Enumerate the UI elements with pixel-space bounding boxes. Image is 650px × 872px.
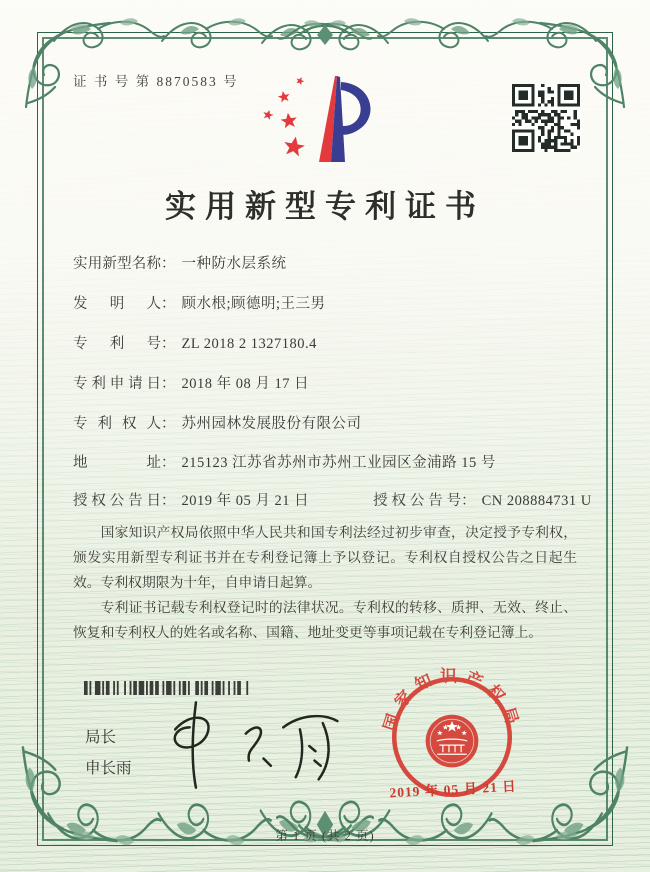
field-colon: ： [461,493,476,509]
field-colon: ： [161,296,176,312]
field-name [73,252,287,273]
cnipa-logo-icon [253,70,383,167]
field-label: 实用新型名称 [73,256,161,272]
field-value: 2018 年 08 月 17 日 [181,376,310,392]
field-inventors [73,292,326,313]
field-colon: ： [161,416,176,432]
field-colon: ： [161,336,176,352]
field-label: 授权公告号 [373,493,462,509]
certificate-number: 证 书 号 第 8870583 号 [73,74,239,89]
border-corner-top-left [18,15,113,110]
director-title: 局长 [85,729,117,746]
field-address [73,451,496,472]
field-grant-row [73,489,592,510]
field-colon: ： [161,376,176,392]
field-colon: ： [161,493,176,509]
director-block [85,722,132,784]
field-label: 地址 [73,455,161,471]
field-value: 顾水根;顾德明;王三男 [181,296,326,312]
field-label: 专利号 [73,336,161,352]
seal-date: 2019 年 05 月 21 日 [389,778,518,801]
national-emblem-icon [426,715,479,768]
director-signature [146,698,354,792]
field-label: 发明人 [73,296,161,312]
field-colon: ： [161,455,176,471]
legal-paragraph-2: 专利证书记载专利权登记时的法律状况。专利权的转移、质押、无效、终止、恢复和专利权人的姓名或名称、国籍、地址变更等事项记载在专利登记簿上。 [73,600,577,641]
field-patentee [73,412,362,433]
legal-text [73,520,577,646]
page-number: 第 1 页 (共 2 页) [275,829,375,843]
field-value: 苏州园林发展股份有限公司 [181,416,362,432]
certificate-title: 实用新型专利证书 [165,189,485,224]
director-name: 申长雨 [85,760,132,777]
field-filing-date [73,372,309,393]
field-value: 一种防水层系统 [181,256,287,272]
field-value: 2019 年 05 月 21 日 [181,493,310,509]
field-label: 专利权人 [73,416,161,432]
field-label: 授权公告日 [73,493,161,509]
barcode [84,681,250,695]
field-value: 215123 江苏省苏州市苏州工业园区金浦路 15 号 [181,455,496,471]
field-patent-number [73,332,317,353]
legal-paragraph-1: 国家知识产权局依照中华人民共和国专利法经过初步审查，决定授予专利权，颁发实用新型专利证书并在专利登记簿上予以登记。专利权自授权公告之日起生效。专利权期限为十年，自申请日起算。 [73,525,577,591]
border-scrollwork-top [50,9,600,55]
field-value: CN 208884731 U [481,493,592,509]
field-label: 专利申请日 [73,376,161,392]
seal-text: 国家知识产权局 [380,666,524,734]
field-colon: ： [161,256,176,272]
qr-code [512,84,580,152]
field-value: ZL 2018 2 1327180.4 [181,336,317,352]
